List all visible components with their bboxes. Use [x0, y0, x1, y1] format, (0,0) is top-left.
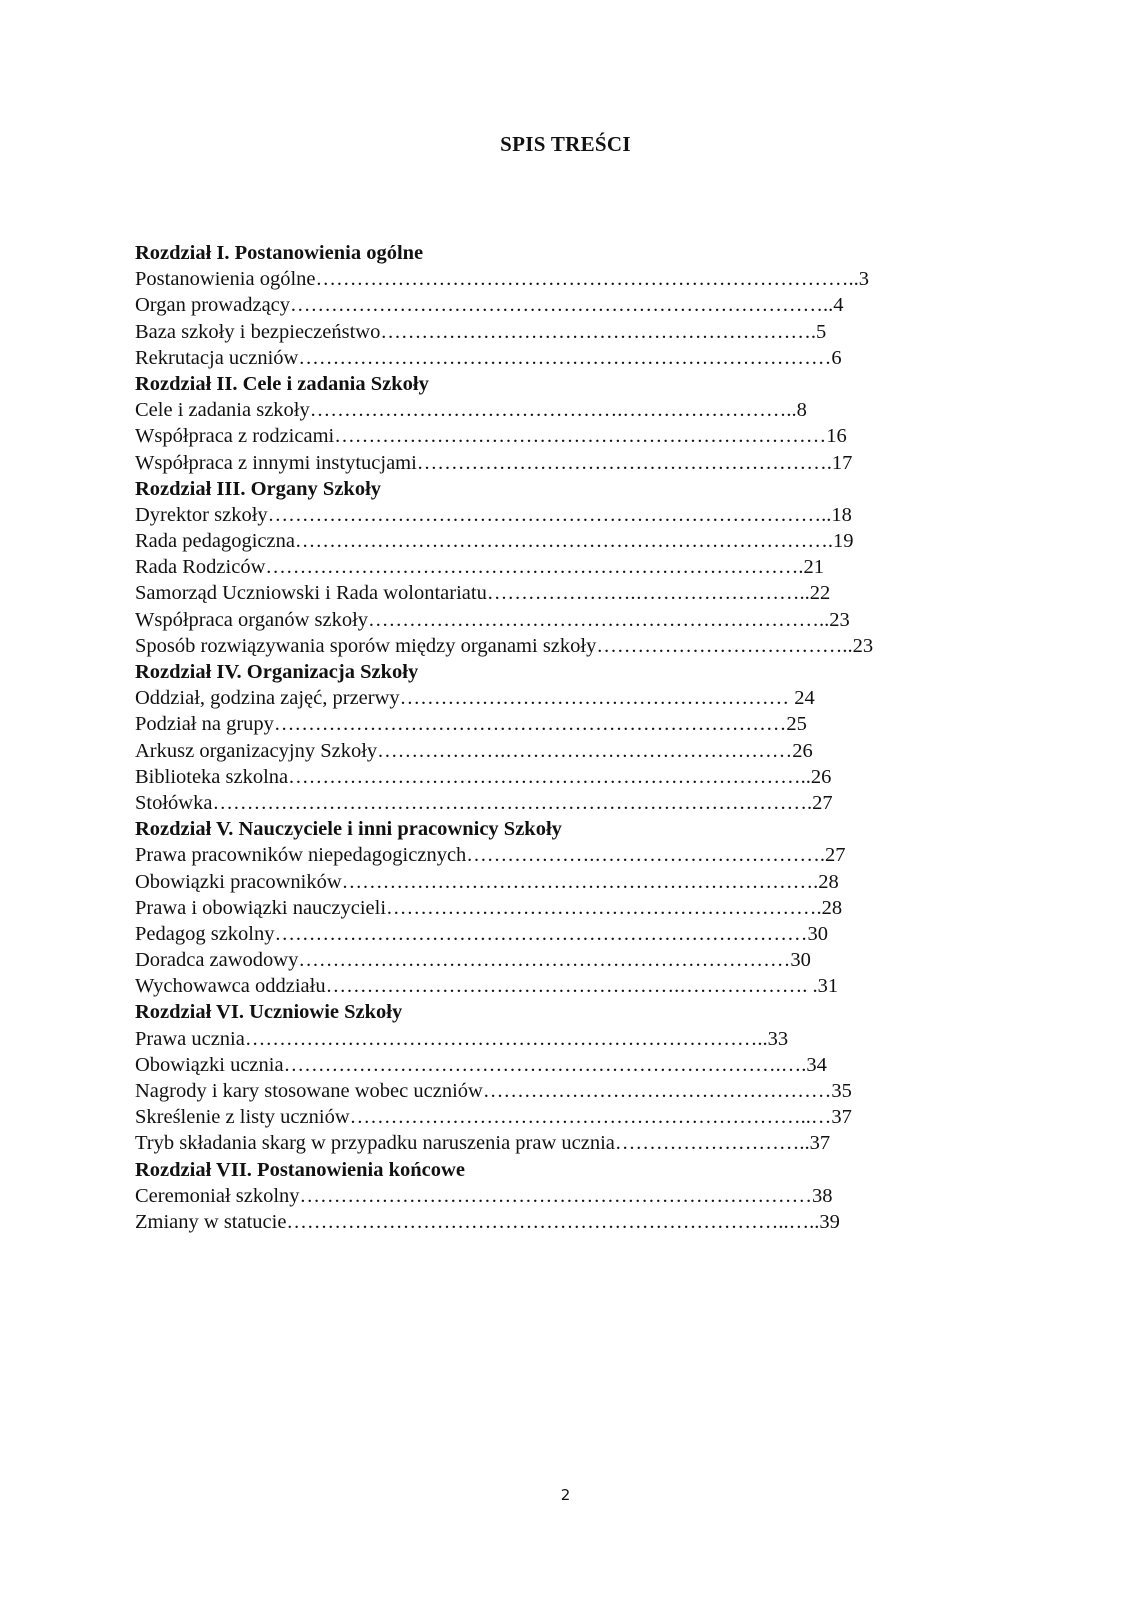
toc-entry: Doradca zawodowy………………………………………………………………30 [135, 949, 811, 972]
toc-entry: Rada Rodziców…………………………………………………………………….21 [135, 556, 824, 579]
toc-entry: Rekrutacja uczniów……………………………………………………………………6 [135, 346, 842, 369]
toc-entry: Zmiany w statucie………………………………………………………………..…..39 [135, 1210, 840, 1233]
toc-entry: Stołówka…………………………………………………………………………….27 [135, 791, 833, 814]
chapter-heading: Rozdział VI. Uczniowie Szkoły [135, 1001, 403, 1024]
toc-entry: Skreślenie z listy uczniów…………………………………………………………..…37 [135, 1106, 852, 1129]
toc-entry: Organ prowadzący……………………………………………………………………..4 [135, 294, 844, 317]
toc-entry: Arkusz organizacyjny Szkoły……………….……………………………………26 [135, 739, 813, 762]
toc-entry: Cele i zadania szkoły……………………………………….……………………..8 [135, 399, 807, 422]
chapter-heading: Rozdział III. Organy Szkoły [135, 477, 382, 500]
toc-entry: Współpraca organów szkoły…………………………………………………………..23 [135, 608, 850, 631]
table-of-contents [135, 240, 985, 1235]
toc-entry: Biblioteka szkolna…………………………………………………………………..26 [135, 765, 832, 788]
toc-entry: Sposób rozwiązywania sporów między organami szkoły………………………………..23 [135, 634, 874, 657]
toc-entry: Prawa ucznia…………………………………………………………………..33 [135, 1027, 789, 1050]
toc-entry: Postanowienia ogólne……………………………………………………………………..3 [135, 268, 869, 291]
toc-entry: Prawa pracowników niepedagogicznych……………….…………………………….27 [135, 844, 846, 867]
toc-entry: Ceremoniał szkolny…………………………………………………………………38 [135, 1184, 833, 1207]
page-number: 2 [560, 1486, 571, 1504]
toc-entry: Współpraca z rodzicami………………………………………………………………16 [135, 425, 847, 448]
toc-entry: Prawa i obowiązki nauczycieli……………………………………………………….28 [135, 896, 843, 919]
toc-entry: Samorząd Uczniowski i Rada wolontariatu………………….……………………..22 [135, 582, 831, 605]
toc-entry: Dyrektor szkoły………………………………………………………………………..18 [135, 503, 852, 526]
toc-entry: Nagrody i kary stosowane wobec uczniów……………………………………………35 [135, 1080, 852, 1102]
toc-entry: Wychowawca oddziału…………………………………………….………………. .31 [135, 975, 839, 998]
toc-entry: Obowiązki ucznia……………………………………………………………….….34 [135, 1053, 827, 1076]
toc-entry: Pedagog szkolny……………………………………………………………………30 [135, 922, 828, 945]
toc-entry: Współpraca z innymi instytucjami…………………………………………………….17 [135, 451, 853, 474]
chapter-heading: Rozdział II. Cele i zadania Szkoły [135, 372, 429, 395]
chapter-heading: Rozdział I. Postanowienia ogólne [135, 242, 424, 264]
toc-entry: Rada pedagogiczna…………………………………………………………………….19 [135, 530, 854, 553]
chapter-heading: Rozdział VII. Postanowienia końcowe [135, 1158, 465, 1181]
toc-entry: Oddział, godzina zajęć, przerwy………………………………………………… 24 [135, 687, 815, 710]
toc-entry: Obowiązki pracowników…………………………………………………………….28 [135, 870, 839, 893]
toc-entry: Tryb składania skarg w przypadku naruszenia praw ucznia………………………..37 [135, 1132, 831, 1155]
toc-entry: Podział na grupy…………………………………………………………………25 [135, 713, 807, 736]
page-title: SPIS TREŚCI [500, 132, 631, 156]
chapter-heading: Rozdział V. Nauczyciele i inni pracownicy Szkoły [135, 818, 562, 841]
chapter-heading: Rozdział IV. Organizacja Szkoły [135, 661, 419, 683]
toc-entry: Baza szkoły i bezpieczeństwo……………………………………………………….5 [135, 320, 827, 343]
